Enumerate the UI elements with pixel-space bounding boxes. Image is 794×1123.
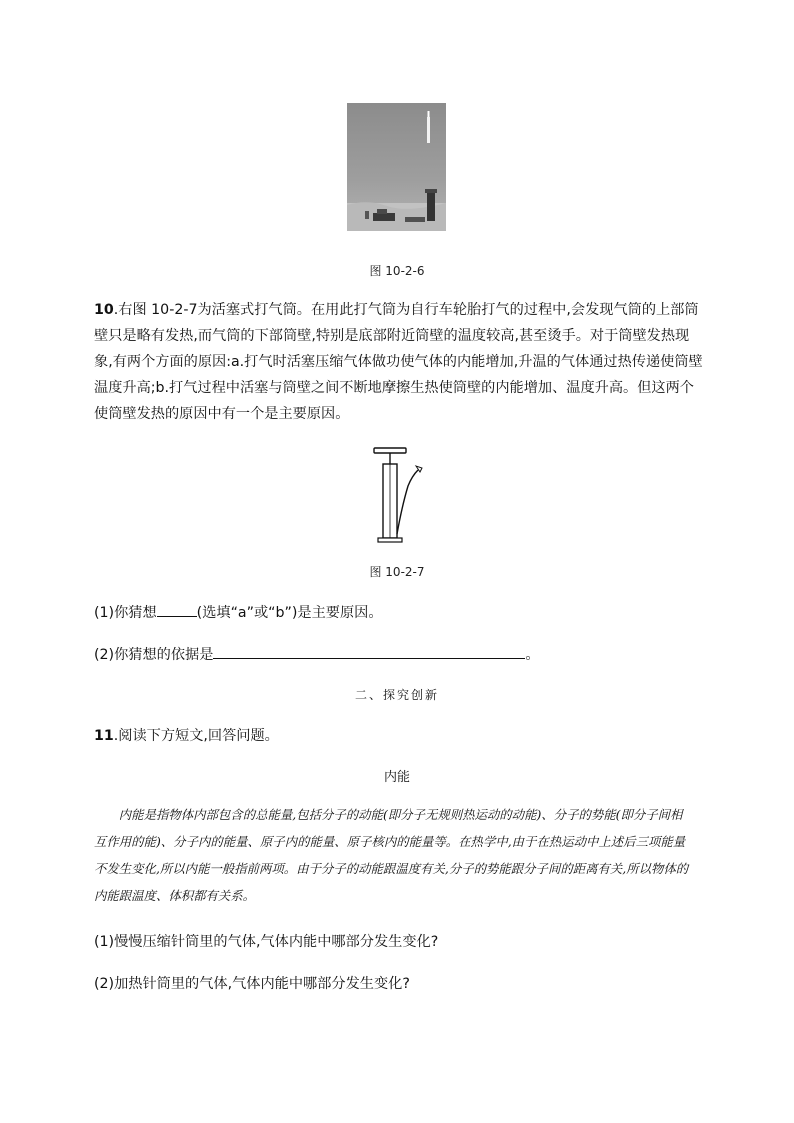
question-text: .阅读下方短文,回答问题。 <box>113 728 279 744</box>
answer-blank-1[interactable] <box>157 602 197 617</box>
passage-body: 内能是指物体内部包含的总能量,包括分子的动能(即分子无规则热运动的动能)、分子的势能(即分子间相互作用的能)、分子内的能量、原子内的能量、原子核内的能量等。在热学中,由于在热运动中上述后三项能量不发生变化,所以内能一般指前两项。由于分子的动能跟温度有关,分子的势能跟分子间的距离有关,所以物体的内能跟温度、体积都有关系。 <box>94 807 689 903</box>
figure-caption-10-2-6: 图 10-2-6 <box>369 264 425 278</box>
question-number: 10 <box>94 302 114 318</box>
part-2-suffix: 。 <box>525 647 540 663</box>
part-1-prefix: (1)你猜想 <box>94 605 157 621</box>
question-11-part-2: (2)加热针筒里的气体,气体内能中哪部分发生变化? <box>94 976 410 992</box>
answer-blank-2[interactable] <box>213 644 525 659</box>
question-10 <box>94 297 704 427</box>
figure-caption-10-2-7: 图 10-2-7 <box>369 565 425 579</box>
question-11-part-1: (1)慢慢压缩针筒里的气体,气体内能中哪部分发生变化? <box>94 934 439 950</box>
question-text: .右图 10-2-7为活塞式打气筒。在用此打气筒为自行车轮胎打气的过程中,会发现气筒的上部筒壁只是略有发热,而气筒的下部筒壁,特别是底部附近筒壁的温度较高,甚至烫手。对于筒壁发热现象,有两个方面的原因:a.打气时活塞压缩气体做功使气体的内能增加,升温的气体通过热传递使筒壁温度升高;b.打气过程中活塞与筒壁之间不断地摩擦生热使筒壁的内能增加、温度升高。但这两个使筒壁发热的原因中有一个是主要原因。 <box>94 302 703 422</box>
question-10-part-1 <box>94 602 383 622</box>
rocket-launch-photo <box>347 103 446 231</box>
section-heading: 二、探究创新 <box>354 688 439 702</box>
question-number: 11 <box>94 728 114 744</box>
part-1-suffix: (选填“a”或“b”)是主要原因。 <box>196 605 383 621</box>
question-11 <box>94 725 279 745</box>
question-10-part-2 <box>94 644 540 664</box>
passage-title: 内能 <box>383 770 410 785</box>
part-2-prefix: (2)你猜想的依据是 <box>94 647 214 663</box>
air-pump-diagram <box>368 446 428 546</box>
